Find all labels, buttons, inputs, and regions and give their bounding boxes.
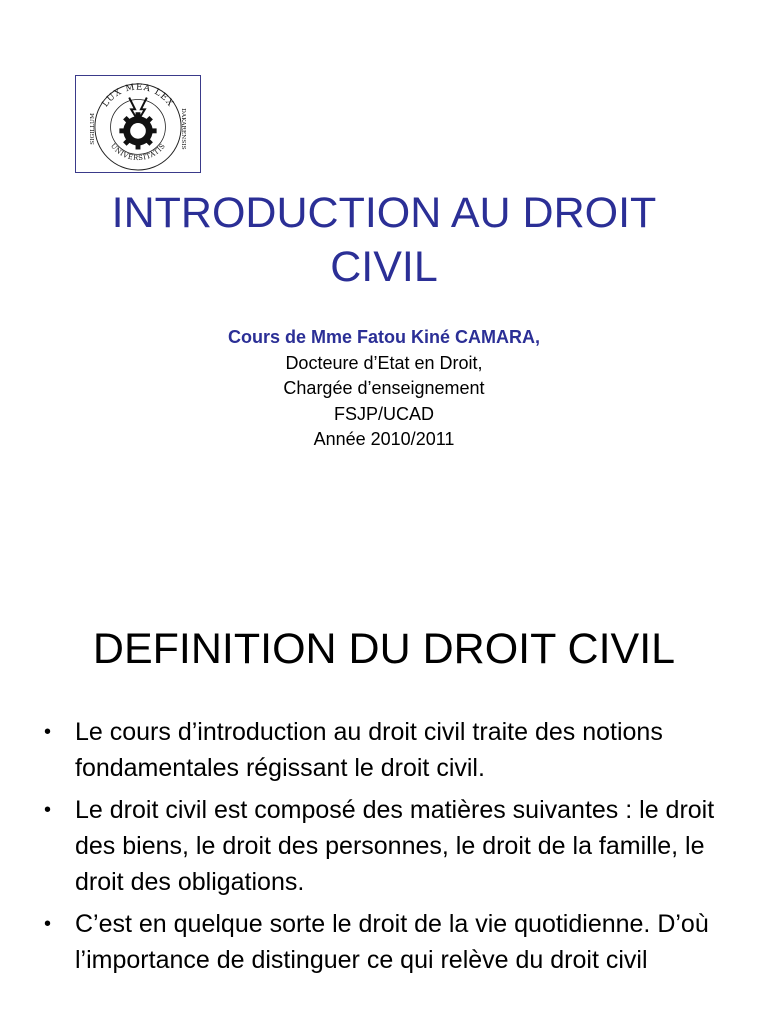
bullet-icon: • [44, 799, 52, 821]
slide-heading: DEFINITION DU DROIT CIVIL [92, 625, 676, 673]
author-line: Cours de Mme Fatou Kiné CAMARA, [227, 327, 540, 347]
bullet-icon: • [44, 913, 52, 935]
title-line-2: CIVIL [330, 243, 438, 291]
svg-text:SIGILLUM: SIGILLUM [89, 113, 96, 145]
bullet-text: Le cours d’introduction au droit civil traite des notions fondamentales régissant le droit civil. [75, 718, 663, 782]
svg-text:DAKARENSIS: DAKARENSIS [180, 108, 187, 150]
bullet-list [0, 714, 768, 984]
list-item [0, 714, 768, 786]
svg-text:LUX MEA LEX: LUX MEA LEX [100, 82, 176, 110]
degree-line: Docteure d’Etat en Droit, [285, 352, 483, 373]
list-item [0, 906, 768, 978]
year-line: Année 2010/2011 [313, 429, 455, 449]
bullet-text: C’est en quelque sorte le droit de la vie quotidienne. D’où l’importance de distinguer ce qui relève du droit civil [75, 910, 709, 974]
slide-subtitle [0, 325, 768, 453]
position-line: Chargée d’enseignement [283, 378, 485, 398]
slide-title [0, 186, 768, 294]
university-seal-logo [75, 75, 201, 173]
bullet-icon: • [44, 721, 52, 743]
title-line-1: INTRODUCTION AU DROIT [111, 189, 657, 237]
institution-line: FSJP/UCAD [333, 403, 434, 424]
bullet-text: Le droit civil est composé des matières suivantes : le droit des biens, le droit des personnes, le droit de la famille, le droit des obligations. [75, 796, 715, 896]
list-item [0, 792, 768, 900]
svg-text:UNIVERSITATIS: UNIVERSITATIS [108, 141, 168, 163]
definition-slide [0, 576, 768, 1024]
